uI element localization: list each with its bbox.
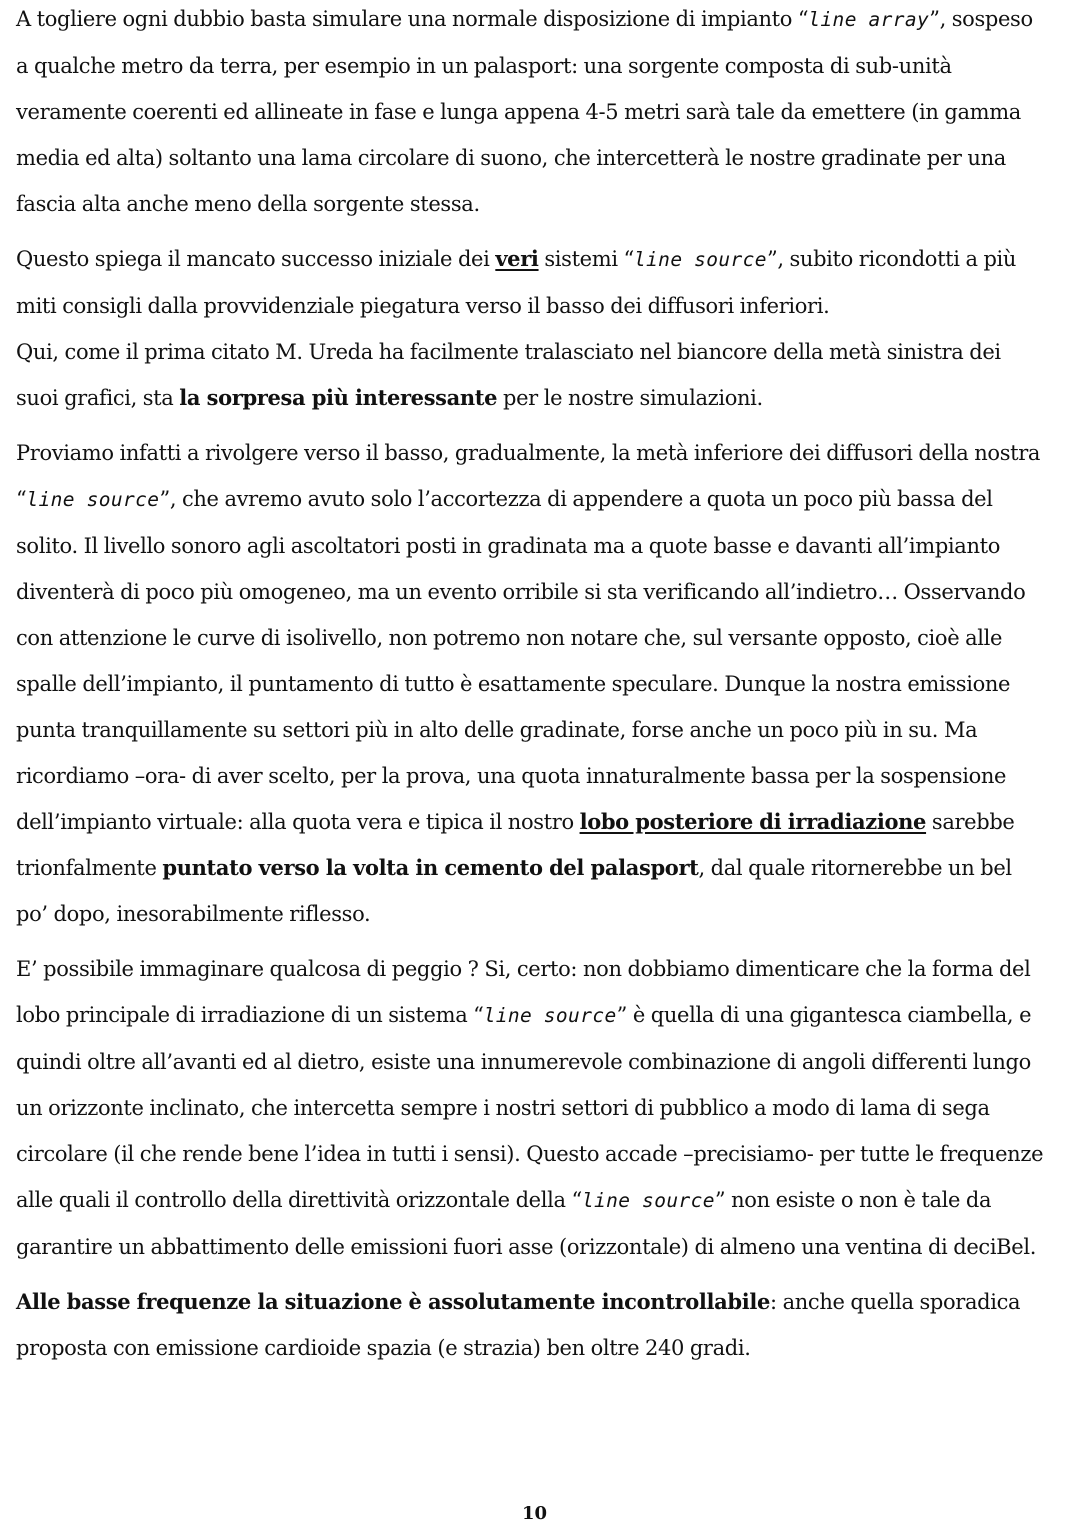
document-page	[16, 0, 1046, 1371]
text-run: ”, sospeso a qualche metro da terra, per esempio in un palasport: una sorgente composta di sub-unità veramente coerenti ed allineate in fase e lunga appena 4-5 metri sarà tale da emettere (in gamma media ed alta) soltanto una lama circolare di suono, che intercetterà le nostre gradinate per una fascia alta anche meno della sorgente stessa.	[16, 7, 1033, 216]
text-run: Qui, come il prima citato M. Ureda ha facilmente tralasciato nel biancore della metà sinistra dei suoi grafici, sta	[16, 340, 1001, 410]
text-run: sistemi “	[538, 247, 634, 271]
emphasis-basse-frequenze: Alle basse frequenze la situazione è assolutamente incontrollabile	[16, 1289, 771, 1314]
text-run: , dal quale ritornerebbe un bel po’ dopo, inesorabilmente riflesso.	[16, 856, 1012, 926]
text-run: A togliere ogni dubbio basta simulare una normale disposizione di impianto “	[16, 7, 809, 31]
term-line-source: line source	[483, 1004, 617, 1027]
text-run: sarebbe trionfalmente	[16, 810, 1015, 880]
term-line-source: line source	[581, 1189, 715, 1212]
text-run: Proviamo infatti a rivolgere verso il basso, gradualmente, la metà inferiore dei diffusori della nostra “	[16, 441, 1041, 511]
emphasis-volta-cemento: puntato verso la volta in cemento del palasport	[162, 855, 699, 880]
text-run: E’ possibile immaginare qualcosa di peggio ? Si, certo: non dobbiamo dimenticare che la forma del lobo principale di irradiazione di un sistema “	[16, 957, 1031, 1027]
text-run: Questo spiega il mancato successo iniziale dei	[16, 247, 496, 271]
text-run: ” non esiste o non è tale da garantire un abbattimento delle emissioni fuori asse (orizzontale) di almeno una ventina di deciBel.	[16, 1188, 1037, 1259]
text-run: : anche quella sporadica proposta con emissione cardioide spazia (e strazia) ben oltre 240 gradi.	[16, 1290, 1021, 1360]
paragraph-line-source-failure	[16, 236, 1046, 421]
page-number: 10	[521, 1503, 548, 1524]
emphasis-lobo-posteriore: lobo posteriore di irradiazione	[579, 809, 927, 834]
term-line-array: line array	[808, 8, 930, 31]
emphasis-sorpresa: la sorpresa più interessante	[179, 385, 498, 410]
term-line-source: line source	[26, 488, 160, 511]
text-run: ”, che avremo avuto solo l’accortezza di appendere a quota un poco più bassa del solito. Il livello sonoro agli ascoltatori posti in gradinata ma a quote basse e davanti all’impianto diventerà di poco più omogeneo, ma un evento orribile si sta verificando all’indietro… Osservando con attenzione le curve di isolivello, non potremo non notare che, sul versante opposto, cioè alle spalle dell’impianto, il puntamento di tutto è esattamente speculare. Dunque la nostra emissione punta tranquillamente su settori più in alto delle gradinate, forse anche un poco più in su. Ma ricordiamo –ora- di aver scelto, per la prova, una quota innaturalmente bassa per la sospensione dell’impianto virtuale: alla quota vera e tipica il nostro	[16, 487, 1026, 834]
paragraph-donut-lobe	[16, 946, 1046, 1270]
text-run: ”, subito ricondotti a più miti consigli dalla provvidenziale piegatura verso il basso dei diffusori inferiori.	[16, 247, 1017, 318]
paragraph-low-frequencies	[16, 1279, 1046, 1371]
paragraph-line-array	[16, 0, 1046, 227]
paragraph-rear-lobe	[16, 430, 1046, 937]
text-run: ” è quella di una gigantesca ciambella, e quindi oltre all’avanti ed al dietro, esiste una innumerevole combinazione di angoli differenti lungo un orizzonte inclinato, che intercetta sempre i nostri settori di pubblico a modo di lama di sega circolare (il che rende bene l’idea in tutti i sensi). Questo accade –precisiamo- per tutte le frequenze alle quali il controllo della direttività orizzontale della “	[16, 1003, 1044, 1212]
text-run: per le nostre simulazioni.	[497, 386, 763, 410]
term-line-source: line source	[633, 248, 767, 271]
emphasis-veri: veri	[495, 246, 539, 271]
